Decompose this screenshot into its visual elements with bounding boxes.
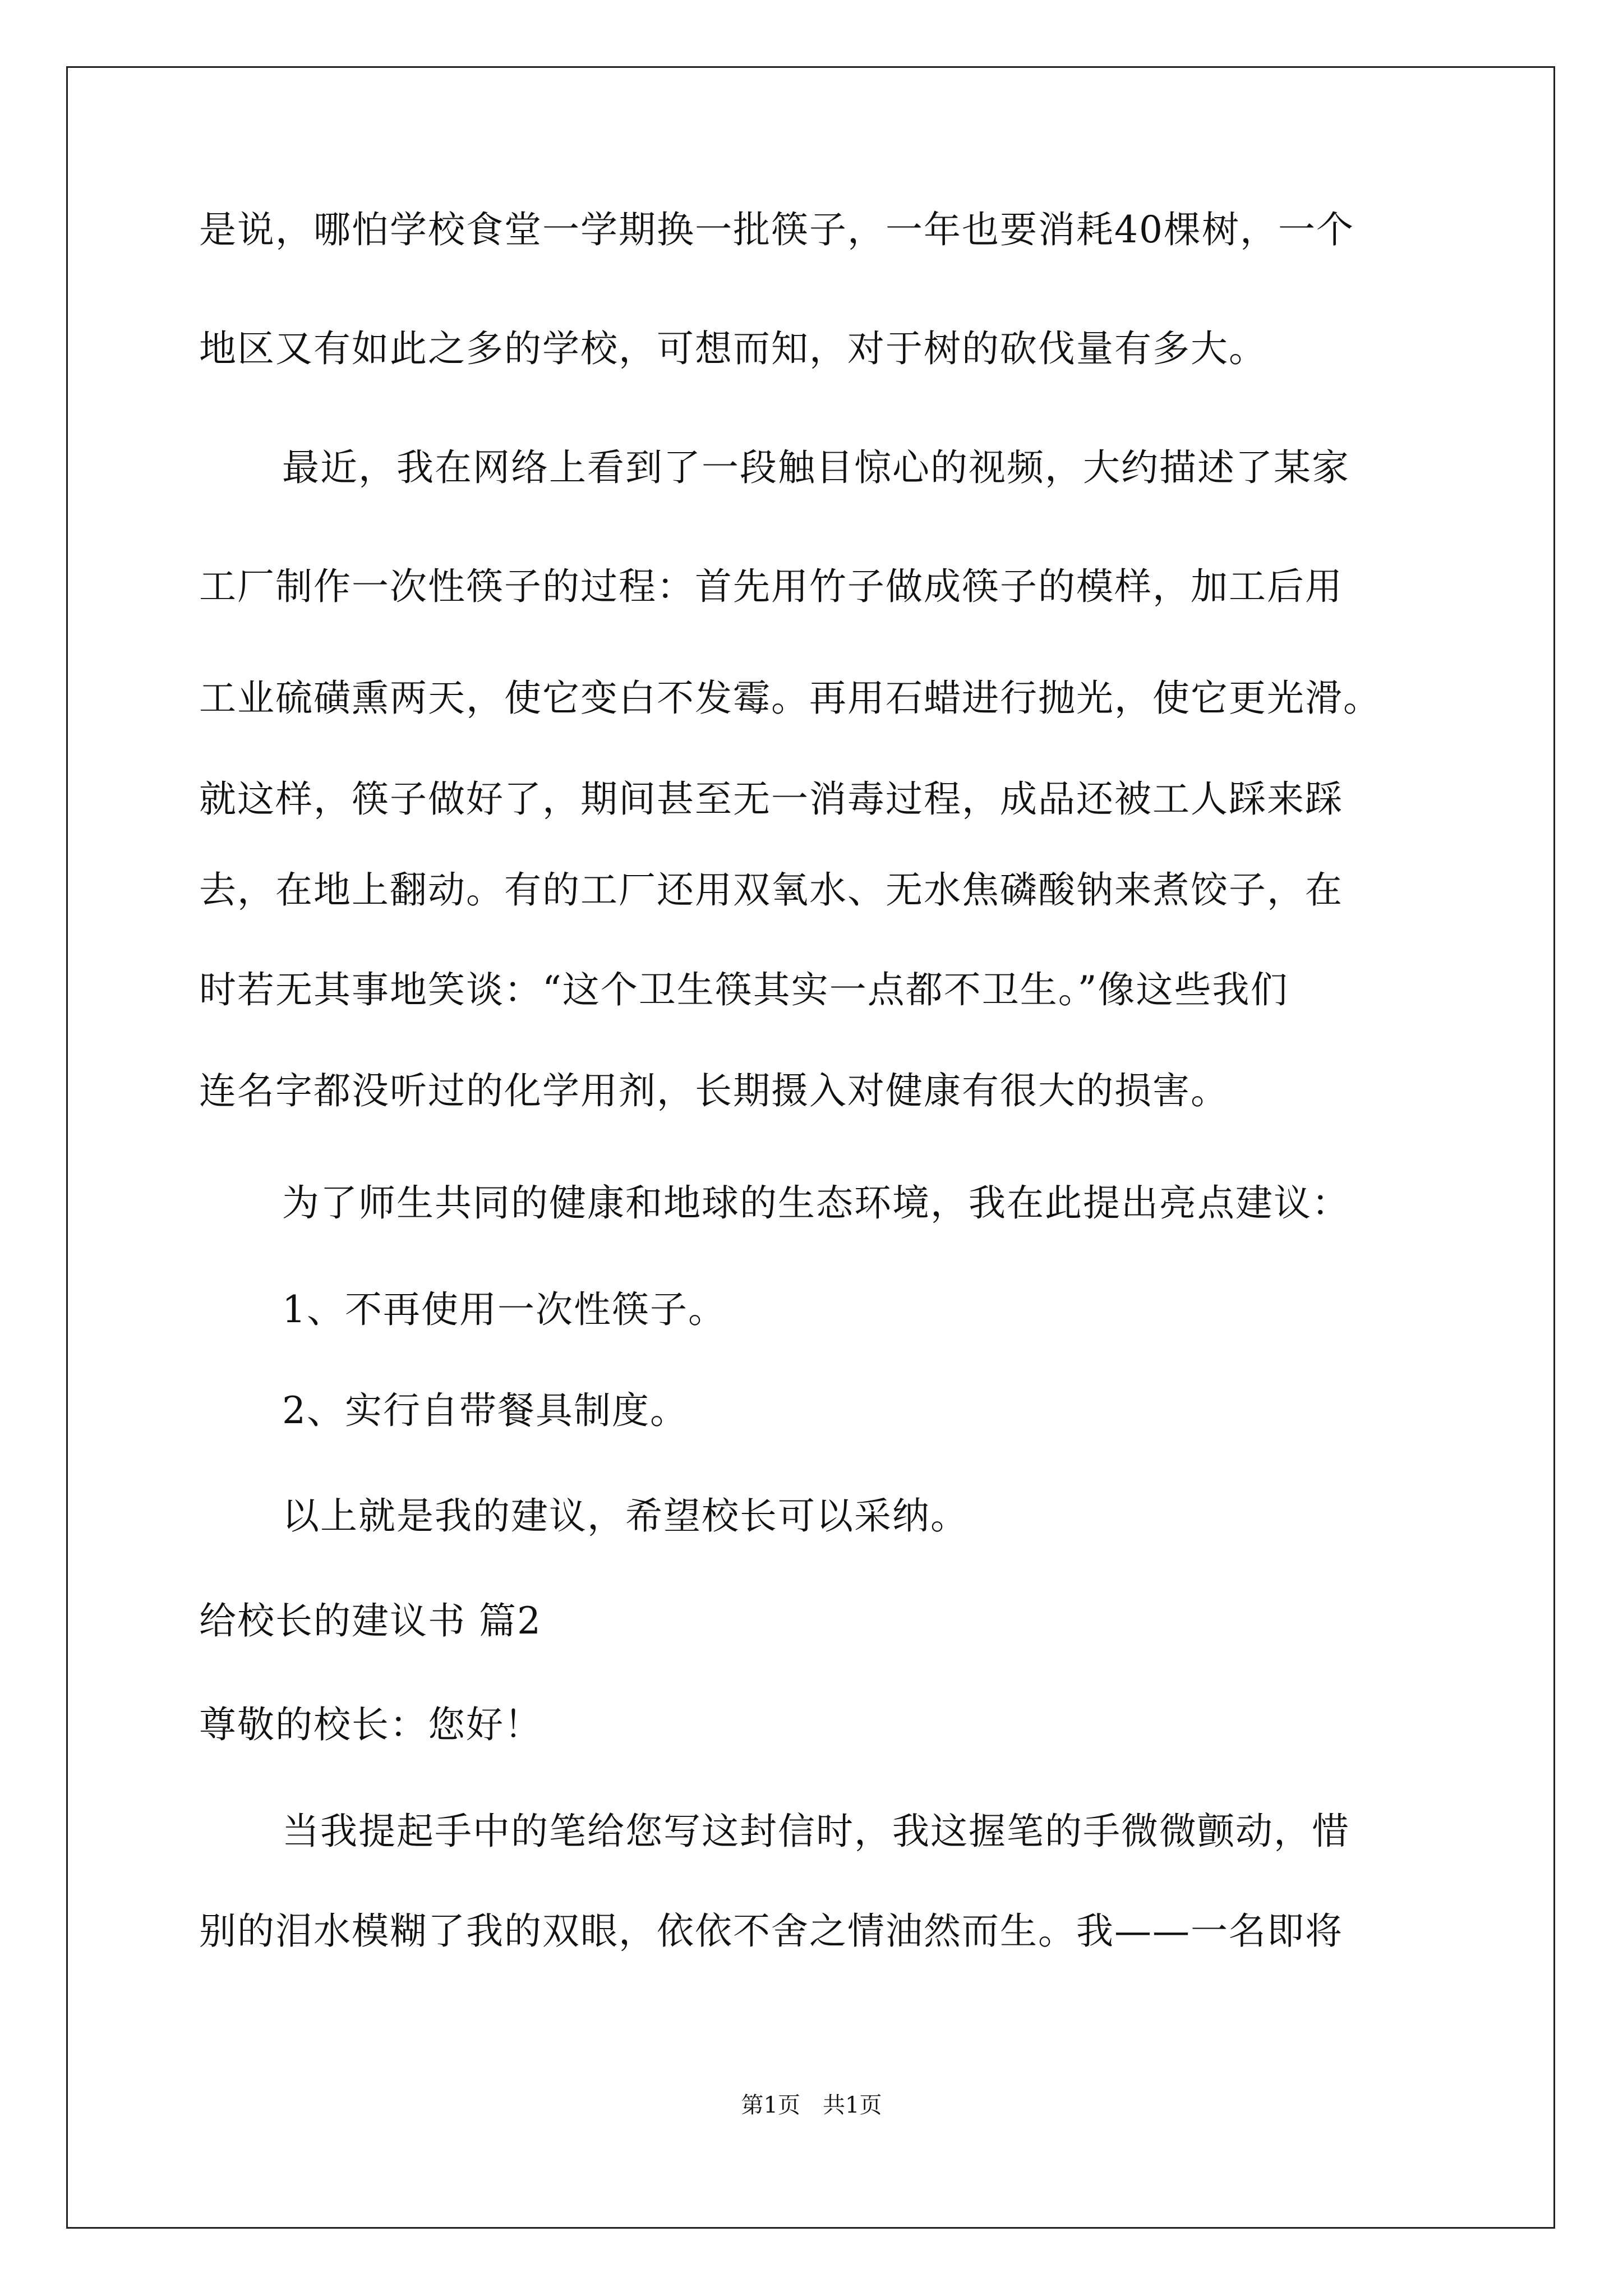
text-line: 就这样，筷子做好了，期间甚至无一消毒过程，成品还被工人踩来踩 [199, 777, 1343, 821]
text-line: 地区又有如此之多的学校，可想而知，对于树的砍伐量有多大。 [199, 327, 1267, 370]
text-line: 连名字都没听过的化学用剂，长期摄入对健康有很大的损害。 [199, 1069, 1229, 1112]
text-line: 2、实行自带餐具制度。 [282, 1389, 688, 1432]
page-footer: 第1页 共1页 [741, 2092, 882, 2118]
section-heading: 给校长的建议书 篇2 [199, 1599, 542, 1642]
page-border [66, 66, 1555, 2229]
text-line: 去，在地上翻动。有的工厂还用双氧水、无水焦磷酸钠来煮饺子，在 [199, 868, 1343, 912]
text-line: 工厂制作一次性筷子的过程：首先用竹子做成筷子的模样，加工后用 [199, 565, 1343, 608]
text-line: 以上就是我的建议，希望校长可以采纳。 [282, 1494, 969, 1538]
text-line: 是说，哪怕学校食堂一学期换一批筷子，一年也要消耗40棵树，一个 [199, 208, 1354, 251]
text-line: 时若无其事地笑谈：“这个卫生筷其实一点都不卫生。”像这些我们 [199, 968, 1289, 1011]
salutation: 尊敬的校长：您好！ [199, 1703, 542, 1746]
text-line: 为了师生共同的健康和地球的生态环境，我在此提出亮点建议： [282, 1181, 1350, 1225]
text-line: 1、不再使用一次性筷子。 [282, 1288, 726, 1331]
text-line: 当我提起手中的笔给您写这封信时，我这握笔的手微微颤动，惜 [282, 1810, 1350, 1853]
text-line: 别的泪水模糊了我的双眼，依依不舍之情油然而生。我——一名即将 [199, 1910, 1343, 1953]
text-line: 工业硫磺熏两天，使它变白不发霉。再用石蜡进行抛光，使它更光滑。 [199, 677, 1381, 720]
text-line: 最近，我在网络上看到了一段触目惊心的视频，大约描述了某家 [282, 446, 1350, 489]
